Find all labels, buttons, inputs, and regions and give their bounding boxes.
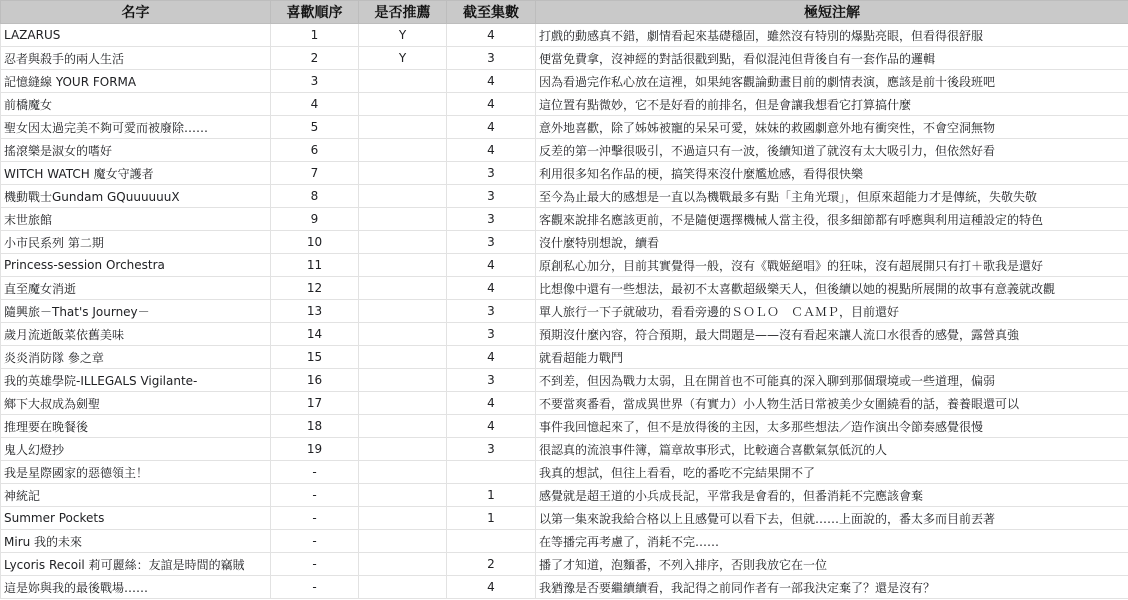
cell-name[interactable]: 鬼人幻燈抄	[1, 438, 271, 461]
cell-episodes[interactable]: 4	[447, 415, 536, 438]
cell-recommend[interactable]	[359, 323, 447, 346]
cell-note[interactable]: 利用很多知名作品的梗，搞笑得來沒什麼尷尬感，看得很快樂	[536, 162, 1128, 185]
cell-name[interactable]: Lycoris Recoil 莉可麗絲：友誼是時間的竊賊	[1, 553, 271, 576]
cell-episodes[interactable]: 3	[447, 47, 536, 70]
cell-name[interactable]: 直至魔女消逝	[1, 277, 271, 300]
table-row	[1, 47, 1128, 70]
cell-note[interactable]: 我猶豫是否要繼續續看，我記得之前同作者有一部我決定棄了？還是沒有？	[536, 576, 1128, 599]
cell-episodes[interactable]: 3	[447, 185, 536, 208]
cell-recommend[interactable]	[359, 277, 447, 300]
cell-episodes[interactable]: 4	[447, 392, 536, 415]
cell-rank[interactable]: -	[271, 576, 359, 599]
cell-episodes[interactable]: 3	[447, 208, 536, 231]
cell-episodes[interactable]: 3	[447, 231, 536, 254]
cell-episodes[interactable]: 4	[447, 70, 536, 93]
cell-rank[interactable]: 15	[271, 346, 359, 369]
cell-name[interactable]: 歲月流逝飯菜依舊美味	[1, 323, 271, 346]
cell-rank[interactable]: 14	[271, 323, 359, 346]
cell-name[interactable]: 機動戰士Gundam GQuuuuuuX	[1, 185, 271, 208]
header-episodes[interactable]: 截至集數	[447, 1, 536, 24]
cell-note[interactable]: 客觀來說排名應該更前，不是隨便選擇機械人當主役，很多細節都有呼應與利用這種設定的特色	[536, 208, 1128, 231]
cell-note[interactable]: 意外地喜歡，除了姊姊被寵的呆呆可愛，妹妹的救國劇意外地有衝突性，不會空洞無物	[536, 116, 1128, 139]
cell-recommend[interactable]	[359, 162, 447, 185]
cell-episodes[interactable]	[447, 461, 536, 484]
table-row	[1, 185, 1128, 208]
cell-recommend[interactable]	[359, 392, 447, 415]
cell-episodes[interactable]: 4	[447, 346, 536, 369]
cell-recommend[interactable]	[359, 553, 447, 576]
table-row	[1, 369, 1128, 392]
cell-episodes[interactable]: 2	[447, 553, 536, 576]
cell-rank[interactable]: 12	[271, 277, 359, 300]
cell-episodes[interactable]: 4	[447, 576, 536, 599]
cell-recommend[interactable]: Y	[359, 24, 447, 47]
cell-name[interactable]: 小市民系列 第二期	[1, 231, 271, 254]
table-row	[1, 530, 1128, 553]
cell-recommend[interactable]	[359, 369, 447, 392]
cell-rank[interactable]: 4	[271, 93, 359, 116]
table-row	[1, 346, 1128, 369]
cell-recommend[interactable]	[359, 231, 447, 254]
cell-note[interactable]: 沒什麼特別想說，續看	[536, 231, 1128, 254]
cell-name[interactable]: 推理要在晚餐後	[1, 415, 271, 438]
cell-episodes[interactable]: 4	[447, 139, 536, 162]
cell-rank[interactable]: 13	[271, 300, 359, 323]
cell-rank[interactable]: 18	[271, 415, 359, 438]
table-row	[1, 139, 1128, 162]
cell-note[interactable]: 原創私心加分，目前其實覺得一般，沒有《戰姬絕唱》的狂味，沒有超展開只有打＋歌我是還好	[536, 254, 1128, 277]
cell-episodes[interactable]	[447, 530, 536, 553]
cell-rank[interactable]: 16	[271, 369, 359, 392]
cell-note[interactable]: 我真的想試，但往上看看，吃的番吃不完結果開不了	[536, 461, 1128, 484]
cell-name[interactable]: 我是星際國家的惡德領主！	[1, 461, 271, 484]
cell-rank[interactable]: 8	[271, 185, 359, 208]
header-note[interactable]: 極短注解	[536, 1, 1128, 24]
header-rank[interactable]: 喜歡順序	[271, 1, 359, 24]
cell-rank[interactable]: 2	[271, 47, 359, 70]
cell-recommend[interactable]: Y	[359, 47, 447, 70]
table-row	[1, 208, 1128, 231]
table-row	[1, 461, 1128, 484]
table-body	[1, 24, 1128, 599]
table-row	[1, 392, 1128, 415]
cell-recommend[interactable]	[359, 185, 447, 208]
table-row	[1, 415, 1128, 438]
cell-note[interactable]: 就看超能力戰鬥	[536, 346, 1128, 369]
cell-name[interactable]: 我的英雄學院-ILLEGALS Vigilante-	[1, 369, 271, 392]
cell-recommend[interactable]	[359, 254, 447, 277]
cell-note[interactable]: 便當免費拿，沒神經的對話很戳到點，看似混沌但背後自有一套作品的邏輯	[536, 47, 1128, 70]
cell-name[interactable]: Princess-session Orchestra	[1, 254, 271, 277]
cell-note[interactable]: 感覺就是超王道的小兵成長記，平常我是會看的，但番消耗不完應該會棄	[536, 484, 1128, 507]
cell-note[interactable]: 單人旅行一下子就破功，看看旁邊的ＳＯＬＯ ＣＡＭＰ，目前還好	[536, 300, 1128, 323]
cell-recommend[interactable]	[359, 70, 447, 93]
table-row	[1, 116, 1128, 139]
cell-recommend[interactable]	[359, 461, 447, 484]
cell-recommend[interactable]	[359, 530, 447, 553]
cell-episodes[interactable]: 4	[447, 93, 536, 116]
cell-name[interactable]: WITCH WATCH 魔女守護者	[1, 162, 271, 185]
cell-rank[interactable]: 6	[271, 139, 359, 162]
cell-rank[interactable]: -	[271, 530, 359, 553]
header-recommend[interactable]: 是否推薦	[359, 1, 447, 24]
cell-episodes[interactable]: 4	[447, 24, 536, 47]
cell-recommend[interactable]	[359, 438, 447, 461]
cell-episodes[interactable]: 3	[447, 162, 536, 185]
cell-note[interactable]: 不到差，但因為戰力太弱，且在開首也不可能真的深入聊到那個環境或一些道理，偏弱	[536, 369, 1128, 392]
table-row	[1, 553, 1128, 576]
cell-note[interactable]: 事件我回憶起來了，但不是放得後的主因，太多那些想法／造作演出令節奏感覺很慢	[536, 415, 1128, 438]
cell-episodes[interactable]: 4	[447, 254, 536, 277]
cell-name[interactable]: 這是妳與我的最後戰場……	[1, 576, 271, 599]
cell-episodes[interactable]: 3	[447, 369, 536, 392]
cell-note[interactable]: 打戲的動感真不錯，劇情看起來基礎穩固，雖然沒有特別的爆點亮眼，但看得很舒服	[536, 24, 1128, 47]
cell-rank[interactable]: 3	[271, 70, 359, 93]
cell-rank[interactable]: -	[271, 484, 359, 507]
header-row	[1, 1, 1128, 24]
cell-name[interactable]: 炎炎消防隊 參之章	[1, 346, 271, 369]
cell-episodes[interactable]: 3	[447, 438, 536, 461]
table-row	[1, 93, 1128, 116]
table-row	[1, 323, 1128, 346]
cell-note[interactable]: 很認真的流浪事件簿，篇章故事形式，比較適合喜歡氣氛低沉的人	[536, 438, 1128, 461]
cell-note[interactable]: 預期沒什麼內容，符合預期，最大問題是——沒有看起來讓人流口水很香的感覺，露營真強	[536, 323, 1128, 346]
cell-episodes[interactable]: 4	[447, 116, 536, 139]
table-row	[1, 254, 1128, 277]
cell-recommend[interactable]	[359, 415, 447, 438]
cell-recommend[interactable]	[359, 93, 447, 116]
cell-recommend[interactable]	[359, 116, 447, 139]
cell-recommend[interactable]	[359, 208, 447, 231]
cell-recommend[interactable]	[359, 576, 447, 599]
cell-episodes[interactable]: 4	[447, 277, 536, 300]
cell-name[interactable]: 前橋魔女	[1, 93, 271, 116]
cell-rank[interactable]: 9	[271, 208, 359, 231]
cell-rank[interactable]: -	[271, 507, 359, 530]
cell-rank[interactable]: 5	[271, 116, 359, 139]
cell-note[interactable]: 以第一集來說我給合格以上且感覺可以看下去，但就……上面說的，番太多而目前丟著	[536, 507, 1128, 530]
cell-name[interactable]: 末世旅館	[1, 208, 271, 231]
cell-recommend[interactable]	[359, 300, 447, 323]
cell-rank[interactable]: 17	[271, 392, 359, 415]
cell-rank[interactable]: -	[271, 461, 359, 484]
header-name[interactable]: 名字	[1, 1, 271, 24]
cell-note[interactable]: 比想像中還有一些想法，最初不太喜歡超級樂天人，但後續以她的視點所展開的故事有意義就改觀	[536, 277, 1128, 300]
table-row	[1, 231, 1128, 254]
cell-rank[interactable]: 19	[271, 438, 359, 461]
cell-note[interactable]: 因為看過完作私心放在這裡，如果純客觀論動畫目前的劇情表演，應該是前十後段班吧	[536, 70, 1128, 93]
cell-note[interactable]: 反差的第一沖擊很吸引，不過這只有一波，後續知道了就沒有太大吸引力，但依然好看	[536, 139, 1128, 162]
cell-recommend[interactable]	[359, 139, 447, 162]
cell-name[interactable]: Miru 我的未來	[1, 530, 271, 553]
cell-rank[interactable]: 1	[271, 24, 359, 47]
table-row	[1, 576, 1128, 599]
cell-note[interactable]: 至今為止最大的感想是一直以為機戰最多有點「主角光環」，但原來超能力才是傳統，失敬失敬	[536, 185, 1128, 208]
cell-recommend[interactable]	[359, 507, 447, 530]
cell-note[interactable]: 在等播完再考慮了，消耗不完……	[536, 530, 1128, 553]
cell-rank[interactable]: 10	[271, 231, 359, 254]
table-row	[1, 300, 1128, 323]
table-row	[1, 70, 1128, 93]
cell-name[interactable]: 鄉下大叔成為劍聖	[1, 392, 271, 415]
cell-name[interactable]: 聖女因太過完美不夠可愛而被廢除……	[1, 116, 271, 139]
cell-rank[interactable]: -	[271, 553, 359, 576]
cell-note[interactable]: 播了才知道，泡麵番，不列入排序，否則我放它在一位	[536, 553, 1128, 576]
cell-recommend[interactable]	[359, 484, 447, 507]
table-row	[1, 24, 1128, 47]
cell-name[interactable]: Summer Pockets	[1, 507, 271, 530]
table-row	[1, 438, 1128, 461]
cell-name[interactable]: 神統記	[1, 484, 271, 507]
table-row	[1, 162, 1128, 185]
cell-episodes[interactable]: 3	[447, 300, 536, 323]
table-row	[1, 277, 1128, 300]
cell-recommend[interactable]	[359, 346, 447, 369]
cell-name[interactable]: 隨興旅－That's Journey－	[1, 300, 271, 323]
cell-episodes[interactable]: 1	[447, 484, 536, 507]
cell-episodes[interactable]: 3	[447, 323, 536, 346]
cell-name[interactable]: 搖滾樂是淑女的嗜好	[1, 139, 271, 162]
table-row	[1, 507, 1128, 530]
cell-name[interactable]: 記憶縫線 YOUR FORMA	[1, 70, 271, 93]
cell-note[interactable]: 不要當爽番看，當成異世界（有實力）小人物生活日常被美少女圍繞看的話，養養眼還可以	[536, 392, 1128, 415]
cell-name[interactable]: 忍者與殺手的兩人生活	[1, 47, 271, 70]
table-row	[1, 484, 1128, 507]
cell-note[interactable]: 這位置有點微妙，它不是好看的前排名，但是會讓我想看它打算搞什麼	[536, 93, 1128, 116]
cell-name[interactable]: LAZARUS	[1, 24, 271, 47]
cell-rank[interactable]: 11	[271, 254, 359, 277]
cell-episodes[interactable]: 1	[447, 507, 536, 530]
cell-rank[interactable]: 7	[271, 162, 359, 185]
